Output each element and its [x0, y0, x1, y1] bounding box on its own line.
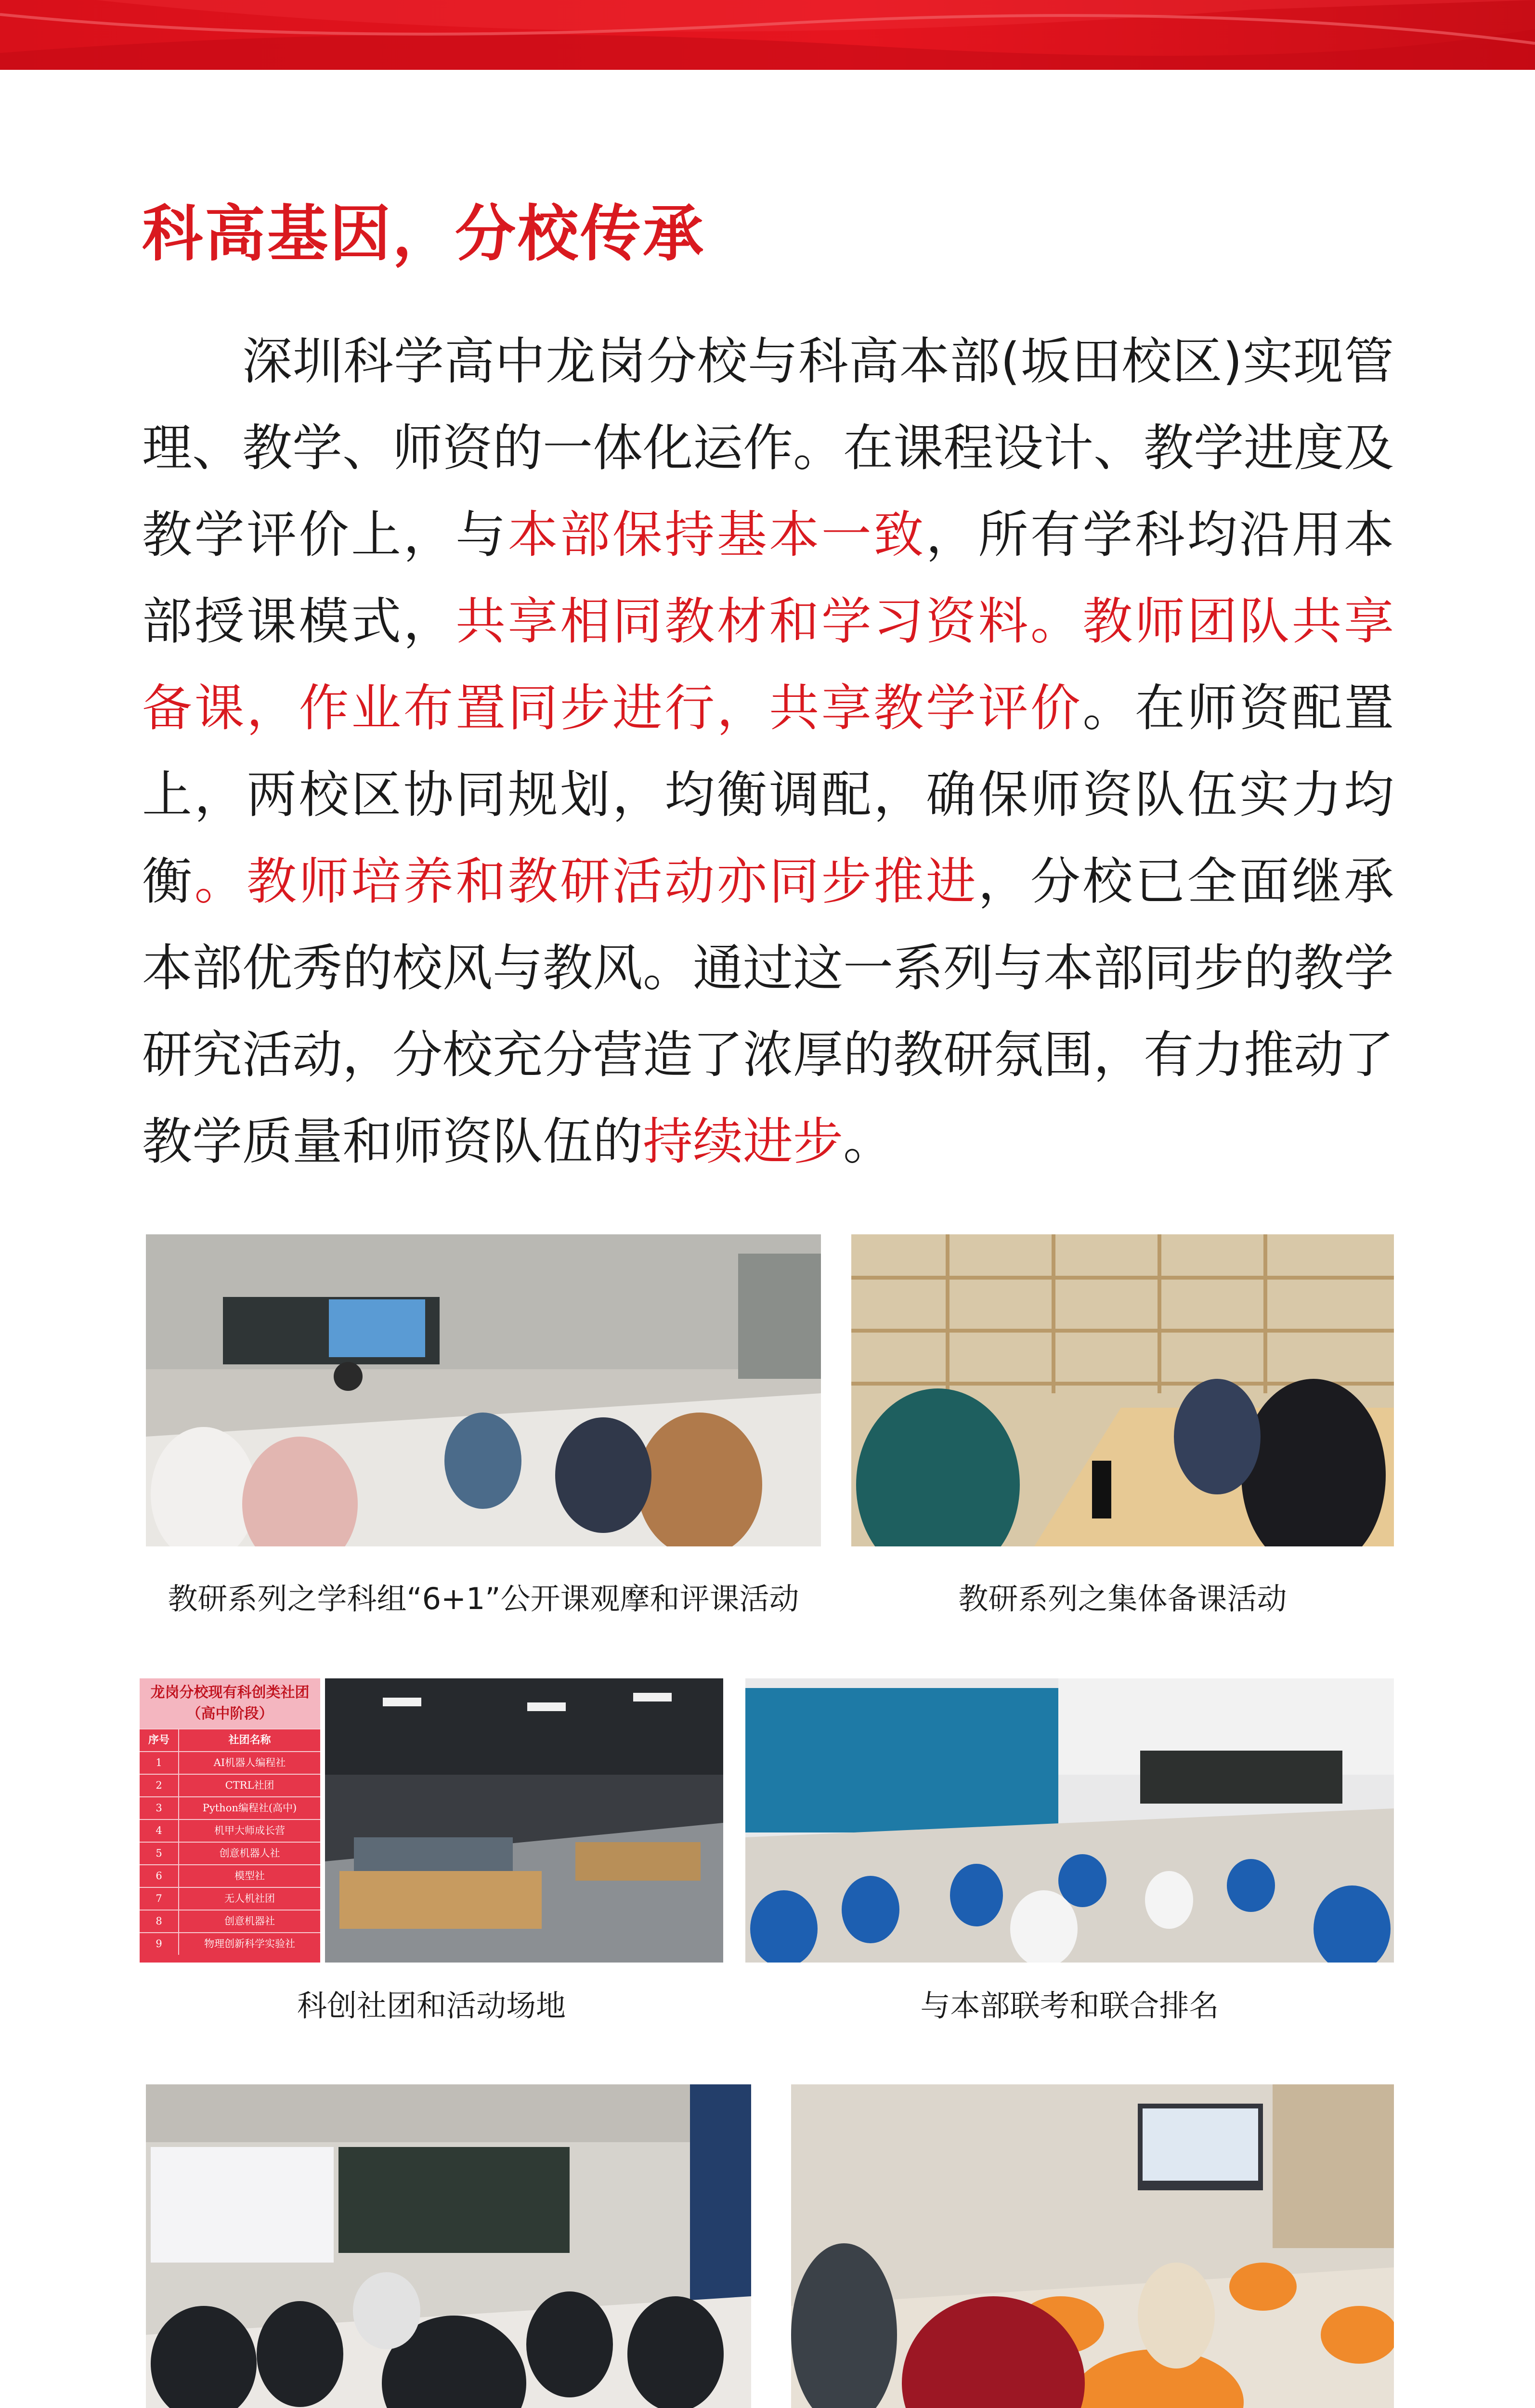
club-table-row — [140, 1864, 320, 1887]
club-row-name: AI机器人编程社 — [213, 1757, 286, 1768]
body-text: ，所有学科均沿用本部授课模式， — [142, 505, 1394, 651]
club-row-name: CTRL社团 — [225, 1780, 274, 1791]
highlight-text: 本部保持基本一致 — [507, 505, 926, 564]
club-row-number: 5 — [140, 1843, 179, 1864]
club-row-name: 机甲大师成长营 — [214, 1825, 285, 1836]
club-table-rows — [140, 1751, 320, 1955]
body-text: ，分校已全面继承本部优秀的校风与教风。通过这一系列与本部同步的教学研究活动，分校充分营造了浓厚的教研氛围，有力推动了教学质量和师资队伍的 — [142, 852, 1394, 1171]
caption-joint-exam: 与本部联考和联合排名 — [920, 1988, 1219, 2023]
photo-joint-exam — [745, 1678, 1394, 1963]
club-row-number: 7 — [140, 1888, 179, 1910]
photo-joint-lesson — [146, 2084, 751, 2408]
body-text: 深圳科学高中龙岗分校与科高本部(坂田校区)实现管理、教学、师资的一体化运作。在课程设计、教学进度及教学评价上，与 — [142, 332, 1394, 564]
club-table-row — [140, 1910, 320, 1932]
club-row-number: 9 — [140, 1933, 179, 1955]
caption-club: 科创社团和活动场地 — [297, 1988, 566, 2023]
photo-open-class — [146, 1234, 821, 1546]
club-row-number: 6 — [140, 1865, 179, 1887]
club-row-name: 创意机器人社 — [219, 1847, 280, 1859]
club-row-name: Python编程社(高中) — [202, 1802, 297, 1814]
highlight-text: 。教师培养和教研活动亦同步推进 — [194, 852, 978, 911]
club-table-row — [140, 1932, 320, 1955]
club-row-name: 无人机社团 — [224, 1893, 275, 1904]
top-red-band — [0, 0, 1535, 70]
caption-open-class: 教研系列之学科组“6+1”公开课观摩和评课活动 — [168, 1581, 799, 1616]
club-table-row — [140, 1819, 320, 1842]
club-table-row — [140, 1751, 320, 1774]
club-row-number: 4 — [140, 1820, 179, 1842]
club-table-row — [140, 1774, 320, 1796]
intro-paragraph — [142, 318, 1394, 1185]
club-table-row — [140, 1887, 320, 1910]
club-table-header: 序号 社团名称 — [140, 1728, 320, 1751]
club-row-name: 创意机器社 — [224, 1915, 275, 1927]
highlight-text: 共享相同教材和学习资料。教师团队共享备课，作业布置同步进行，共享教学评价 — [142, 592, 1394, 737]
club-row-number: 3 — [140, 1797, 179, 1819]
highlight-text: 持续进步 — [643, 1112, 844, 1171]
page-title: 科高基因，分校传承 — [142, 198, 705, 269]
body-text: 。在师资配置上，两校区协同规划，均衡调配，确保师资队伍实力均衡 — [142, 679, 1394, 911]
club-row-number: 8 — [140, 1911, 179, 1932]
photo-collective-prep — [851, 1234, 1394, 1546]
club-row-number: 2 — [140, 1775, 179, 1796]
intro-text — [142, 318, 1394, 1185]
club-table-row — [140, 1796, 320, 1819]
club-row-name: 模型社 — [234, 1870, 265, 1882]
body-text: 。 — [843, 1112, 894, 1171]
caption-collective-prep: 教研系列之集体备课活动 — [958, 1581, 1287, 1616]
club-row-number: 1 — [140, 1752, 179, 1774]
club-list-table — [140, 1678, 320, 1963]
club-table-title: 龙岗分校现有科创类社团 （高中阶段） — [140, 1678, 320, 1728]
club-row-name: 物理创新科学实验社 — [204, 1938, 295, 1950]
photo-cross-campus-prep — [791, 2084, 1394, 2408]
club-table-row — [140, 1842, 320, 1864]
photo-innovation-lab — [325, 1678, 723, 1963]
